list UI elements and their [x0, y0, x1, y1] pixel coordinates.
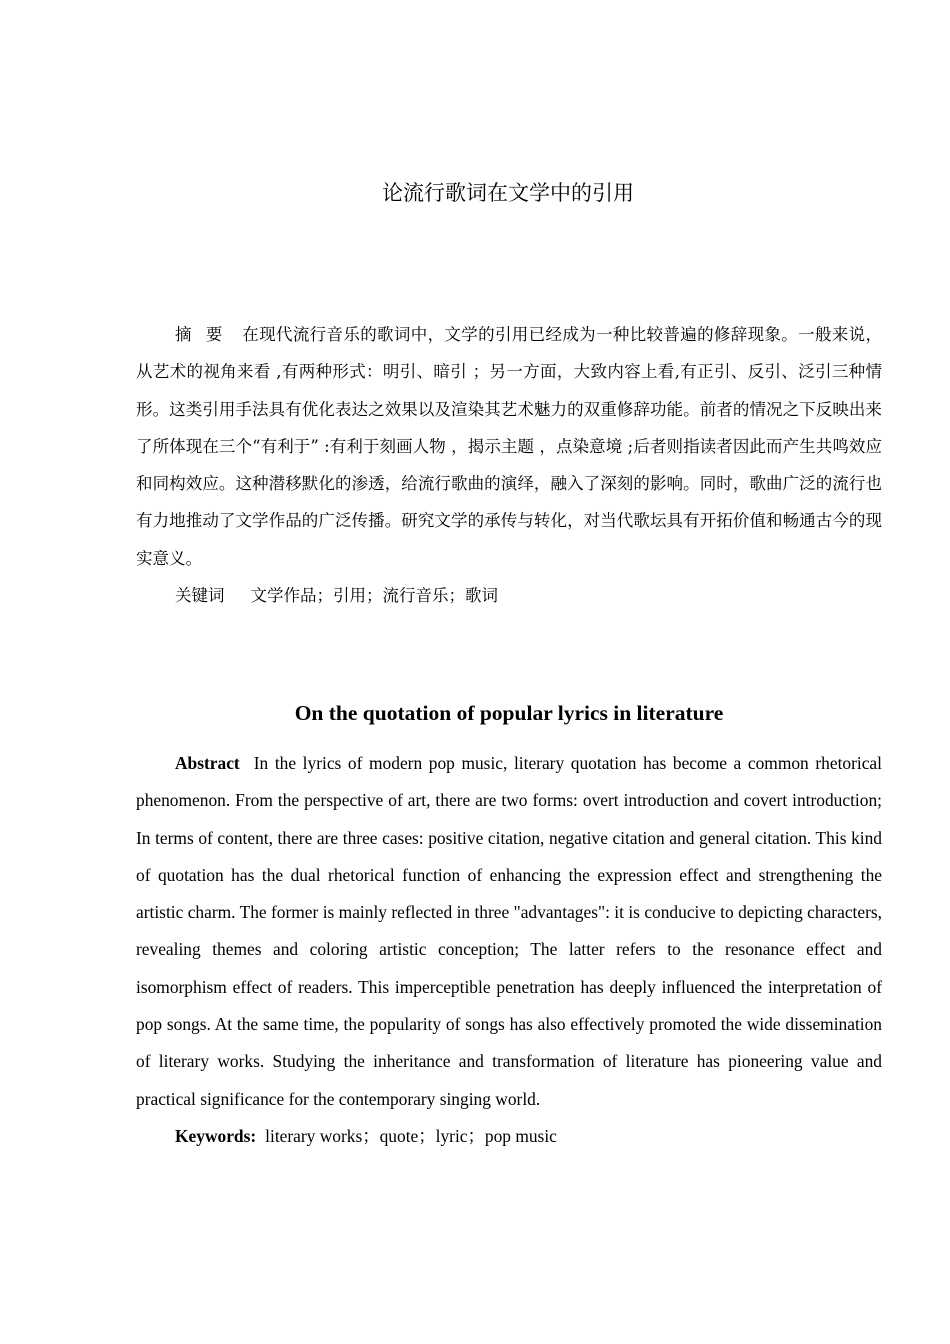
english-abstract-text: In the lyrics of modern pop music, literary quotation has become a common rhetorical phenomenon. From the perspective of art, there are two forms: overt introduction and covert introduction; In terms of content, there are three cases: positive citation, negative citation and general citation. This kind of quotation has the dual rhetorical function of enhancing the expression effect and strengthening the artistic charm. The former is mainly reflected in three "advantages": it is conducive to depicting characters, revealing themes and coloring artistic conception; The latter refers to the resonance effect and isomorphism effect of readers. This imperceptible penetration has deeply influenced the interpretation of pop songs. At the same time, the popularity of songs has also effectively promoted the wide dissemination of literary works. Studying the inheritance and transformation of literature has pioneering value and practical significance for the contemporary singing world. [136, 753, 882, 1109]
chinese-abstract-text: 在现代流行音乐的歌词中，文学的引用已经成为一种比较普遍的修辞现象。一般来说，从艺术的视角来看 ,有两种形式：明引、暗引 ；另一方面，大致内容上看,有正引、反引、泛引三种情形。这类引用手法具有优化表达之效果以及渲染其艺术魅力的双重修辞功能。前者的情况之下反映出来了所体现在三个“有利于” :有利于刻画人物 ，揭示主题 ，点染意境 ;后者则指读者因此而产生共鸣效应和同构效应。这种潜移默化的渗透，给流行歌曲的演绎，融入了深刻的影响。同时，歌曲广泛的流行也有力地推动了文学作品的广泛传播。研究文学的承传与转化，对当代歌坛具有开拓价值和畅通古今的现实意义。 [136, 325, 882, 568]
english-keywords-label: Keywords: [175, 1125, 257, 1146]
chinese-abstract-section [136, 316, 882, 614]
chinese-abstract-label: 摘要 [175, 325, 237, 344]
english-abstract-paragraph [136, 745, 882, 1118]
chinese-keywords-text: 文学作品；引用；流行音乐；歌词 [250, 586, 498, 606]
chinese-keywords-label: 关键词 [175, 586, 225, 606]
english-title: On the quotation of popular lyrics in literature [294, 701, 724, 725]
english-keywords-text: literary works；quote；lyric；pop music [265, 1125, 557, 1146]
chinese-keywords-row [136, 577, 882, 614]
english-abstract-section [136, 745, 882, 1155]
english-abstract-label: Abstract [175, 753, 240, 773]
english-keywords-row [136, 1118, 882, 1155]
chinese-abstract-paragraph [136, 316, 882, 577]
chinese-title: 论流行歌词在文学中的引用 [382, 181, 634, 205]
